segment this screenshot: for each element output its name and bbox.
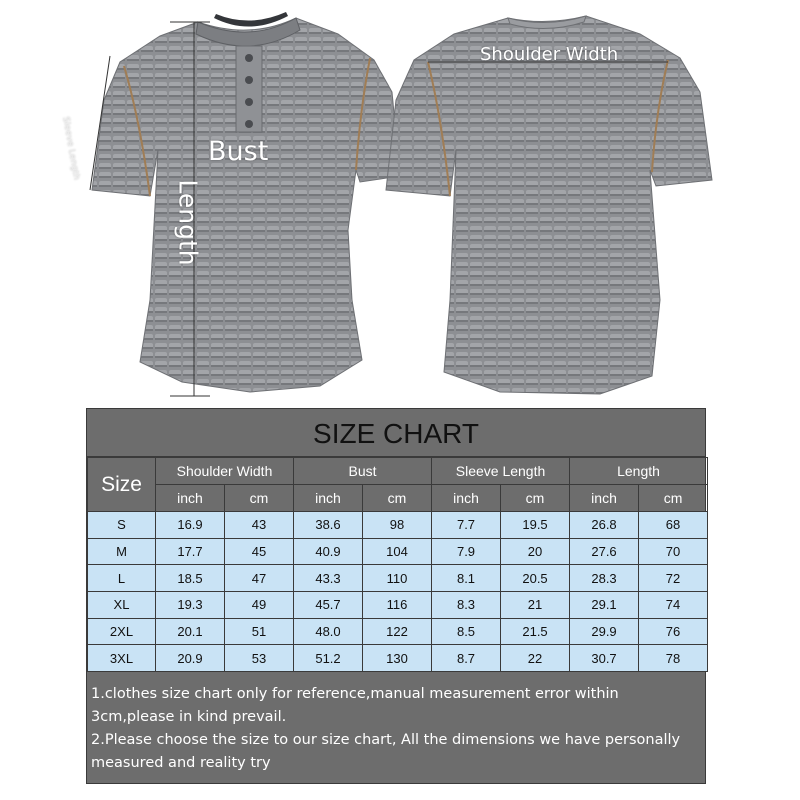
measurement-cell: 29.1 bbox=[570, 592, 639, 619]
measurement-cell: 110 bbox=[363, 565, 432, 592]
measurement-cell: 72 bbox=[639, 565, 708, 592]
unit-header: cm bbox=[225, 485, 294, 512]
group-header: Bust bbox=[294, 458, 432, 485]
measurement-cell: 45 bbox=[225, 538, 294, 565]
measurement-cell: 20 bbox=[501, 538, 570, 565]
unit-header: inch bbox=[156, 485, 225, 512]
size-notes bbox=[87, 675, 705, 775]
length-label: Length bbox=[173, 179, 203, 266]
measurement-cell: 38.6 bbox=[294, 512, 363, 539]
size-cell: XL bbox=[88, 592, 156, 619]
size-cell: M bbox=[88, 538, 156, 565]
unit-header: inch bbox=[570, 485, 639, 512]
measurement-cell: 21 bbox=[501, 592, 570, 619]
measurement-cell: 16.9 bbox=[156, 512, 225, 539]
measurement-cell: 48.0 bbox=[294, 618, 363, 645]
table-row bbox=[88, 645, 708, 672]
bust-label: Bust bbox=[208, 136, 269, 167]
measurement-cell: 43 bbox=[225, 512, 294, 539]
unit-header: cm bbox=[639, 485, 708, 512]
measurement-cell: 18.5 bbox=[156, 565, 225, 592]
measurement-cell: 26.8 bbox=[570, 512, 639, 539]
table-row bbox=[88, 538, 708, 565]
measurement-cell: 21.5 bbox=[501, 618, 570, 645]
group-header: Sleeve Length bbox=[432, 458, 570, 485]
note-2: 2.Please choose the size to our size chart, All the dimensions we have personally measured and reality try bbox=[91, 732, 681, 771]
measurement-cell: 68 bbox=[639, 512, 708, 539]
measurement-cell: 78 bbox=[639, 645, 708, 672]
back-shirt bbox=[386, 16, 712, 394]
size-table bbox=[87, 457, 708, 672]
group-header: Length bbox=[570, 458, 708, 485]
unit-header: cm bbox=[363, 485, 432, 512]
measurement-cell: 43.3 bbox=[294, 565, 363, 592]
measurement-cell: 22 bbox=[501, 645, 570, 672]
measurement-cell: 8.7 bbox=[432, 645, 501, 672]
group-header: Shoulder Width bbox=[156, 458, 294, 485]
unit-header: inch bbox=[432, 485, 501, 512]
measurement-cell: 47 bbox=[225, 565, 294, 592]
front-shirt bbox=[90, 12, 400, 396]
measurement-cell: 122 bbox=[363, 618, 432, 645]
measurement-cell: 49 bbox=[225, 592, 294, 619]
size-header: Size bbox=[88, 458, 156, 512]
size-cell: 3XL bbox=[88, 645, 156, 672]
table-row bbox=[88, 618, 708, 645]
measurement-cell: 7.9 bbox=[432, 538, 501, 565]
measurement-cell: 20.5 bbox=[501, 565, 570, 592]
table-row bbox=[88, 565, 708, 592]
measurement-cell: 19.3 bbox=[156, 592, 225, 619]
unit-header: inch bbox=[294, 485, 363, 512]
measurement-cell: 8.3 bbox=[432, 592, 501, 619]
shoulder-width-label: Shoulder Width bbox=[480, 44, 619, 65]
size-cell: L bbox=[88, 565, 156, 592]
measurement-cell: 70 bbox=[639, 538, 708, 565]
measurement-cell: 45.7 bbox=[294, 592, 363, 619]
measurement-cell: 19.5 bbox=[501, 512, 570, 539]
measurement-cell: 130 bbox=[363, 645, 432, 672]
measurement-cell: 30.7 bbox=[570, 645, 639, 672]
measurement-cell: 51.2 bbox=[294, 645, 363, 672]
measurement-cell: 116 bbox=[363, 592, 432, 619]
size-chart bbox=[86, 408, 706, 784]
measurement-cell: 104 bbox=[363, 538, 432, 565]
sleeve-length-label: Sleeve Length bbox=[60, 116, 82, 181]
measurement-cell: 27.6 bbox=[570, 538, 639, 565]
measurement-cell: 20.1 bbox=[156, 618, 225, 645]
measurement-cell: 20.9 bbox=[156, 645, 225, 672]
measurement-cell: 7.7 bbox=[432, 512, 501, 539]
measurement-cell: 29.9 bbox=[570, 618, 639, 645]
measurement-cell: 76 bbox=[639, 618, 708, 645]
table-row bbox=[88, 592, 708, 619]
measurement-cell: 98 bbox=[363, 512, 432, 539]
size-cell: S bbox=[88, 512, 156, 539]
measurement-cell: 28.3 bbox=[570, 565, 639, 592]
measurement-cell: 8.1 bbox=[432, 565, 501, 592]
chart-title: SIZE CHART bbox=[87, 409, 705, 457]
measurement-cell: 74 bbox=[639, 592, 708, 619]
unit-header: cm bbox=[501, 485, 570, 512]
measurement-cell: 8.5 bbox=[432, 618, 501, 645]
measurement-cell: 51 bbox=[225, 618, 294, 645]
note-1: 1.clothes size chart only for reference,manual measurement error within 3cm,please in kind prevail. bbox=[91, 686, 619, 725]
measurement-cell: 17.7 bbox=[156, 538, 225, 565]
table-row bbox=[88, 512, 708, 539]
measurement-cell: 40.9 bbox=[294, 538, 363, 565]
size-cell: 2XL bbox=[88, 618, 156, 645]
measurement-cell: 53 bbox=[225, 645, 294, 672]
